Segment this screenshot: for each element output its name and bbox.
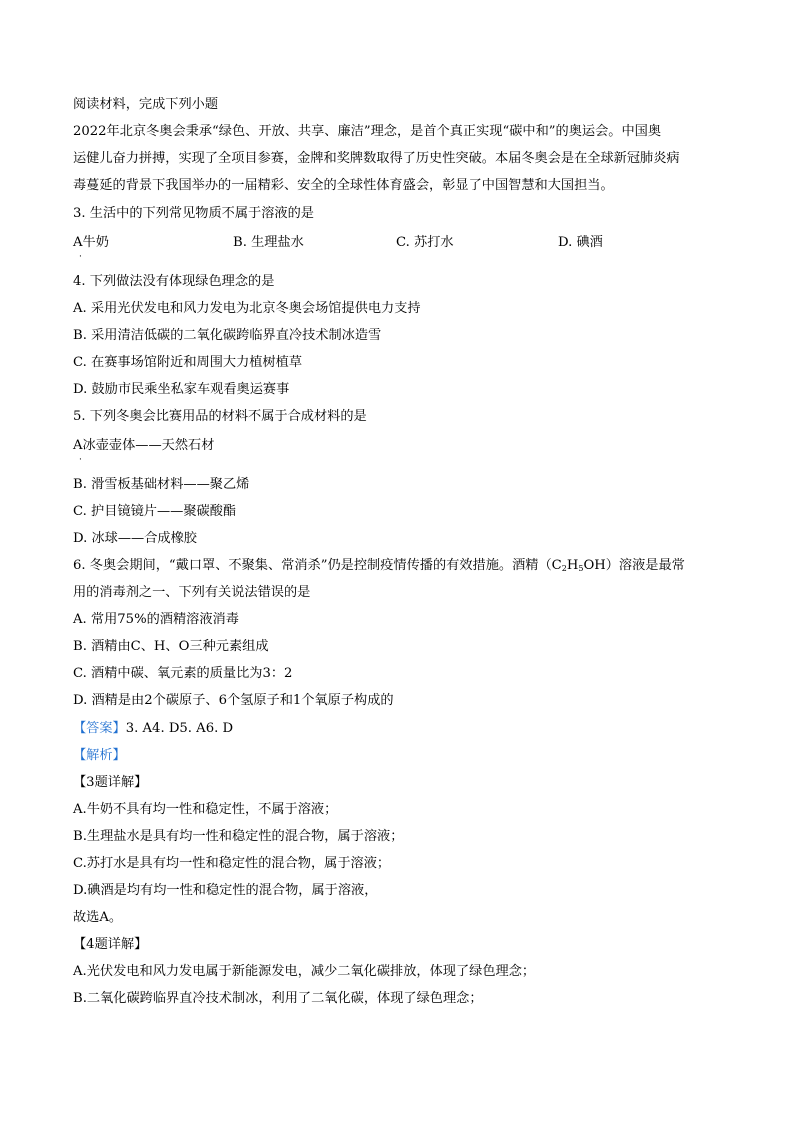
detail-4-line: B.二氧化碳跨临界直冷技术制冰，利用了二氧化碳，体现了绿色理念； (73, 991, 483, 1006)
subscript: 5 (578, 564, 584, 573)
question-3-option-c: C. 苏打水 (396, 235, 454, 250)
question-3-option-a: A牛奶 (73, 235, 109, 250)
detail-3-line: A.牛奶不具有均一性和稳定性，不属于溶液； (73, 802, 338, 817)
detail-3-line: D.碘酒是均有均一性和稳定性的混合物，属于溶液， (73, 883, 378, 898)
detail-3-line: C.苏打水是具有均一性和稳定性的混合物，属于溶液； (73, 856, 391, 871)
question-5-option-b: B. 滑雪板基础材料——聚乙烯 (73, 477, 250, 492)
detail-4-line: A.光伏发电和风力发电属于新能源发电，减少二氧化碳排放，体现了绿色理念； (73, 964, 536, 979)
question-6-option-c: C. 酒精中碳、氧元素的质量比为3：2 (73, 666, 293, 681)
material-paragraph-line-3: 毒蔓延的背景下我国举办的一届精彩、安全的全球性体育盛会，彰显了中国智慧和大国担当。 (73, 178, 614, 193)
detail-3-line: B.生理盐水是具有均一性和稳定性的混合物，属于溶液； (73, 829, 404, 844)
question-4-stem: 4. 下列做法没有体现绿色理念的是 (73, 274, 275, 289)
question-5-option-c: C. 护目镜镜片——聚碳酸酯 (73, 504, 237, 519)
question-5-option-d: D. 冰球——合成橡胶 (73, 531, 197, 546)
question-3-stem: 3. 生活中的下列常见物质不属于溶液的是 (73, 206, 314, 221)
question-3-option-b: B. 生理盐水 (233, 235, 304, 250)
material-paragraph-line-1: 2022年北京冬奥会秉承“绿色、开放、共享、廉洁”理念，是首个真正实现“碳中和”的奥运会。中国奥 (73, 124, 662, 139)
subscript: 2 (561, 564, 567, 573)
answer-label: 【答案】 (73, 721, 126, 736)
stem-text: OH）溶液是最常 (583, 558, 685, 573)
question-6-stem-line-1 (73, 557, 685, 578)
question-4-option-c: C. 在赛事场馆附近和周围大力植树植草 (73, 355, 303, 370)
detail-4-heading: 【4题详解】 (73, 937, 148, 952)
emphasis-dot: · (79, 252, 82, 262)
material-paragraph-line-2: 运健儿奋力拼搏，实现了全项目参赛，金牌和奖牌数取得了历史性突破。本届冬奥会是在全球新冠肺炎病 (73, 151, 680, 166)
question-6-option-a: A. 常用75%的酒精溶液消毒 (73, 612, 239, 627)
question-5-stem: 5. 下列冬奥会比赛用品的材料不属于合成材料的是 (73, 409, 367, 424)
detail-3-heading: 【3题详解】 (73, 775, 148, 790)
question-4-option-d: D. 鼓励市民乘坐私家车观看奥运赛事 (73, 382, 290, 397)
question-4-option-a: A. 采用光伏发电和风力发电为北京冬奥会场馆提供电力支持 (73, 301, 421, 316)
material-intro: 阅读材料，完成下列小题 (73, 97, 219, 112)
question-3-option-d: D. 碘酒 (558, 235, 603, 250)
stem-text: 6. 冬奥会期间，“戴口罩、不聚集、常消杀”仍是控制疫情传播的有效措施。酒精（C (73, 558, 562, 573)
question-4-option-b: B. 采用清洁低碳的二氧化碳跨临界直冷技术制冰造雪 (73, 328, 382, 343)
emphasis-dot: · (79, 455, 82, 465)
question-6-option-d: D. 酒精是由2个碳原子、6个氢原子和1个氧原子构成的 (73, 693, 394, 708)
answer-line (73, 720, 233, 738)
question-6-option-b: B. 酒精由C、H、O三种元素组成 (73, 639, 269, 654)
answer-text: 3. A4. D5. A6. D (125, 721, 234, 736)
question-6-stem-line-2: 用的消毒剂之一、下列有关说法错误的是 (73, 585, 311, 600)
question-5-option-a: A冰壶壶体——天然石材 (73, 438, 215, 453)
analysis-label: 【解析】 (73, 748, 126, 763)
detail-3-line: 故选A。 (73, 910, 123, 925)
stem-text: H (566, 558, 579, 573)
